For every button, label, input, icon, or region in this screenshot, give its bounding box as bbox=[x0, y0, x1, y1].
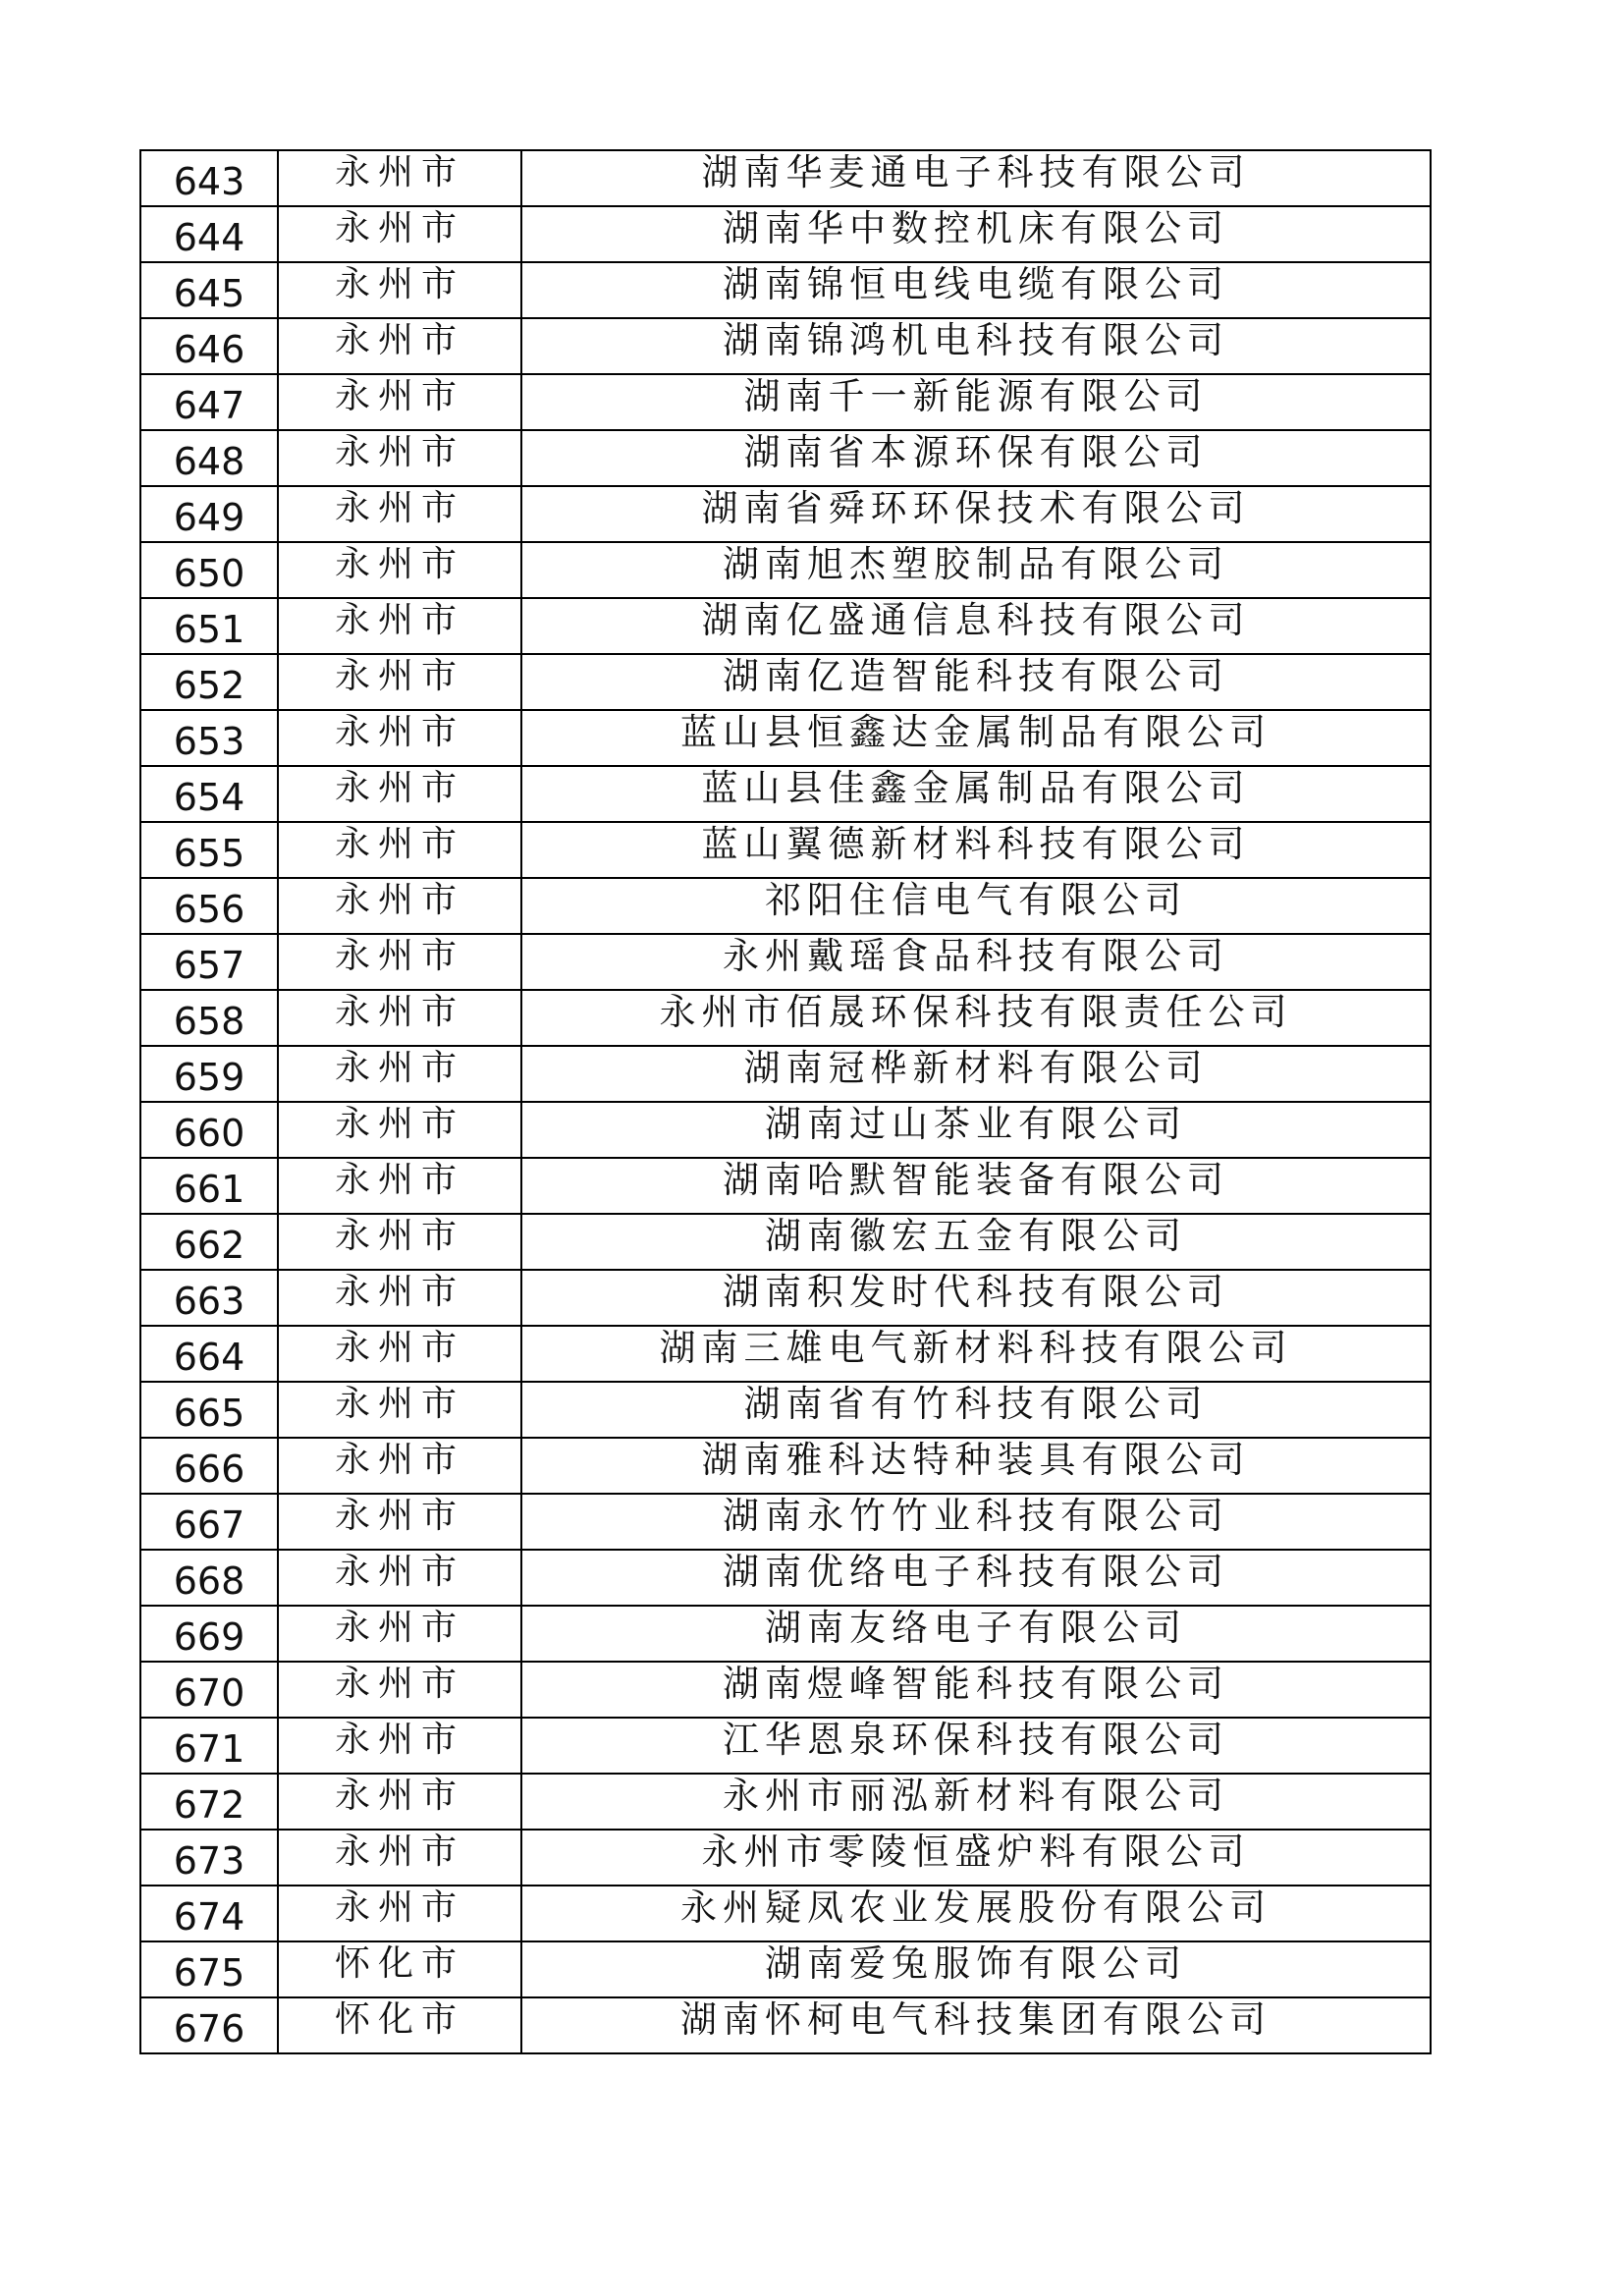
city-cell: 永州市 bbox=[278, 1270, 521, 1326]
company-name-cell: 湖南省有竹科技有限公司 bbox=[521, 1382, 1431, 1438]
city-cell: 永州市 bbox=[278, 430, 521, 486]
company-name-cell: 永州市佰晟环保科技有限责任公司 bbox=[521, 990, 1431, 1046]
company-name-cell: 湖南亿造智能科技有限公司 bbox=[521, 654, 1431, 710]
city-cell: 永州市 bbox=[278, 878, 521, 934]
company-name-cell: 湖南永竹竹业科技有限公司 bbox=[521, 1494, 1431, 1550]
city-cell: 永州市 bbox=[278, 1102, 521, 1158]
table-row bbox=[140, 1718, 1431, 1774]
table-row bbox=[140, 1326, 1431, 1382]
row-number: 666 bbox=[140, 1438, 278, 1494]
row-number: 656 bbox=[140, 878, 278, 934]
row-number: 645 bbox=[140, 262, 278, 318]
company-name-cell: 湖南华中数控机床有限公司 bbox=[521, 206, 1431, 262]
company-name-cell: 湖南优络电子科技有限公司 bbox=[521, 1550, 1431, 1606]
company-name-cell: 江华恩泉环保科技有限公司 bbox=[521, 1718, 1431, 1774]
table-row bbox=[140, 374, 1431, 430]
table-row bbox=[140, 1046, 1431, 1102]
company-name-cell: 湖南省舜环环保技术有限公司 bbox=[521, 486, 1431, 542]
table-row bbox=[140, 1662, 1431, 1718]
table-row bbox=[140, 150, 1431, 206]
city-cell: 永州市 bbox=[278, 1718, 521, 1774]
table-row bbox=[140, 1102, 1431, 1158]
city-cell: 永州市 bbox=[278, 1158, 521, 1214]
city-cell: 永州市 bbox=[278, 1326, 521, 1382]
city-cell: 永州市 bbox=[278, 374, 521, 430]
row-number: 654 bbox=[140, 766, 278, 822]
city-cell: 永州市 bbox=[278, 1214, 521, 1270]
city-cell: 永州市 bbox=[278, 654, 521, 710]
company-name-cell: 湖南省本源环保有限公司 bbox=[521, 430, 1431, 486]
company-name-cell: 蓝山县佳鑫金属制品有限公司 bbox=[521, 766, 1431, 822]
table-row bbox=[140, 990, 1431, 1046]
row-number: 644 bbox=[140, 206, 278, 262]
city-cell: 永州市 bbox=[278, 1550, 521, 1606]
city-cell: 怀化市 bbox=[278, 1997, 521, 2053]
table-row bbox=[140, 1830, 1431, 1886]
company-name-cell: 湖南雅科达特种装具有限公司 bbox=[521, 1438, 1431, 1494]
company-name-cell: 湖南徽宏五金有限公司 bbox=[521, 1214, 1431, 1270]
table-row bbox=[140, 1438, 1431, 1494]
table-row bbox=[140, 1886, 1431, 1941]
company-name-cell: 祁阳住信电气有限公司 bbox=[521, 878, 1431, 934]
city-cell: 永州市 bbox=[278, 990, 521, 1046]
table-row bbox=[140, 1214, 1431, 1270]
row-number: 669 bbox=[140, 1606, 278, 1662]
city-cell: 永州市 bbox=[278, 1494, 521, 1550]
company-name-cell: 永州疑凤农业发展股份有限公司 bbox=[521, 1886, 1431, 1941]
table-row bbox=[140, 1382, 1431, 1438]
row-number: 652 bbox=[140, 654, 278, 710]
row-number: 671 bbox=[140, 1718, 278, 1774]
row-number: 674 bbox=[140, 1886, 278, 1941]
row-number: 648 bbox=[140, 430, 278, 486]
table-row bbox=[140, 598, 1431, 654]
company-name-cell: 湖南煜峰智能科技有限公司 bbox=[521, 1662, 1431, 1718]
row-number: 658 bbox=[140, 990, 278, 1046]
table-row bbox=[140, 934, 1431, 990]
city-cell: 怀化市 bbox=[278, 1941, 521, 1997]
company-name-cell: 湖南积发时代科技有限公司 bbox=[521, 1270, 1431, 1326]
table-row bbox=[140, 1941, 1431, 1997]
table-row bbox=[140, 878, 1431, 934]
table-row bbox=[140, 710, 1431, 766]
city-cell: 永州市 bbox=[278, 262, 521, 318]
table-row bbox=[140, 542, 1431, 598]
table-row bbox=[140, 1774, 1431, 1830]
row-number: 647 bbox=[140, 374, 278, 430]
table-row bbox=[140, 486, 1431, 542]
city-cell: 永州市 bbox=[278, 598, 521, 654]
company-name-cell: 永州市丽泓新材料有限公司 bbox=[521, 1774, 1431, 1830]
row-number: 660 bbox=[140, 1102, 278, 1158]
row-number: 646 bbox=[140, 318, 278, 374]
table-row bbox=[140, 262, 1431, 318]
row-number: 676 bbox=[140, 1997, 278, 2053]
company-name-cell: 湖南过山茶业有限公司 bbox=[521, 1102, 1431, 1158]
row-number: 653 bbox=[140, 710, 278, 766]
company-name-cell: 湖南怀柯电气科技集团有限公司 bbox=[521, 1997, 1431, 2053]
row-number: 649 bbox=[140, 486, 278, 542]
city-cell: 永州市 bbox=[278, 1382, 521, 1438]
row-number: 667 bbox=[140, 1494, 278, 1550]
row-number: 662 bbox=[140, 1214, 278, 1270]
table-row bbox=[140, 654, 1431, 710]
row-number: 668 bbox=[140, 1550, 278, 1606]
city-cell: 永州市 bbox=[278, 766, 521, 822]
company-name-cell: 蓝山翼德新材料科技有限公司 bbox=[521, 822, 1431, 878]
company-name-cell: 永州市零陵恒盛炉料有限公司 bbox=[521, 1830, 1431, 1886]
company-name-cell: 湖南友络电子有限公司 bbox=[521, 1606, 1431, 1662]
row-number: 650 bbox=[140, 542, 278, 598]
table-row bbox=[140, 1494, 1431, 1550]
row-number: 664 bbox=[140, 1326, 278, 1382]
row-number: 675 bbox=[140, 1941, 278, 1997]
row-number: 657 bbox=[140, 934, 278, 990]
city-cell: 永州市 bbox=[278, 486, 521, 542]
table-row bbox=[140, 318, 1431, 374]
city-cell: 永州市 bbox=[278, 206, 521, 262]
company-name-cell: 湖南爱兔服饰有限公司 bbox=[521, 1941, 1431, 1997]
company-name-cell: 湖南锦鸿机电科技有限公司 bbox=[521, 318, 1431, 374]
city-cell: 永州市 bbox=[278, 1662, 521, 1718]
city-cell: 永州市 bbox=[278, 822, 521, 878]
city-cell: 永州市 bbox=[278, 710, 521, 766]
company-name-cell: 湖南旭杰塑胶制品有限公司 bbox=[521, 542, 1431, 598]
row-number: 659 bbox=[140, 1046, 278, 1102]
table-row bbox=[140, 1606, 1431, 1662]
table-row bbox=[140, 206, 1431, 262]
company-name-cell: 湖南锦恒电线电缆有限公司 bbox=[521, 262, 1431, 318]
table-row bbox=[140, 1997, 1431, 2053]
company-name-cell: 蓝山县恒鑫达金属制品有限公司 bbox=[521, 710, 1431, 766]
city-cell: 永州市 bbox=[278, 1438, 521, 1494]
company-name-cell: 湖南千一新能源有限公司 bbox=[521, 374, 1431, 430]
row-number: 655 bbox=[140, 822, 278, 878]
row-number: 672 bbox=[140, 1774, 278, 1830]
row-number: 643 bbox=[140, 150, 278, 206]
city-cell: 永州市 bbox=[278, 150, 521, 206]
row-number: 651 bbox=[140, 598, 278, 654]
row-number: 663 bbox=[140, 1270, 278, 1326]
table-row bbox=[140, 1550, 1431, 1606]
row-number: 665 bbox=[140, 1382, 278, 1438]
table-row bbox=[140, 766, 1431, 822]
city-cell: 永州市 bbox=[278, 542, 521, 598]
city-cell: 永州市 bbox=[278, 934, 521, 990]
table-body bbox=[140, 150, 1431, 2053]
company-name-cell: 湖南冠桦新材料有限公司 bbox=[521, 1046, 1431, 1102]
city-cell: 永州市 bbox=[278, 1774, 521, 1830]
city-cell: 永州市 bbox=[278, 1046, 521, 1102]
table-row bbox=[140, 1158, 1431, 1214]
city-cell: 永州市 bbox=[278, 1606, 521, 1662]
company-name-cell: 湖南亿盛通信息科技有限公司 bbox=[521, 598, 1431, 654]
city-cell: 永州市 bbox=[278, 318, 521, 374]
company-name-cell: 湖南三雄电气新材料科技有限公司 bbox=[521, 1326, 1431, 1382]
table-row bbox=[140, 1270, 1431, 1326]
table-row bbox=[140, 430, 1431, 486]
city-cell: 永州市 bbox=[278, 1886, 521, 1941]
company-name-cell: 湖南哈默智能装备有限公司 bbox=[521, 1158, 1431, 1214]
row-number: 670 bbox=[140, 1662, 278, 1718]
row-number: 661 bbox=[140, 1158, 278, 1214]
company-list-table bbox=[139, 149, 1432, 2054]
row-number: 673 bbox=[140, 1830, 278, 1886]
table-row bbox=[140, 822, 1431, 878]
company-name-cell: 湖南华麦通电子科技有限公司 bbox=[521, 150, 1431, 206]
city-cell: 永州市 bbox=[278, 1830, 521, 1886]
company-name-cell: 永州戴瑶食品科技有限公司 bbox=[521, 934, 1431, 990]
